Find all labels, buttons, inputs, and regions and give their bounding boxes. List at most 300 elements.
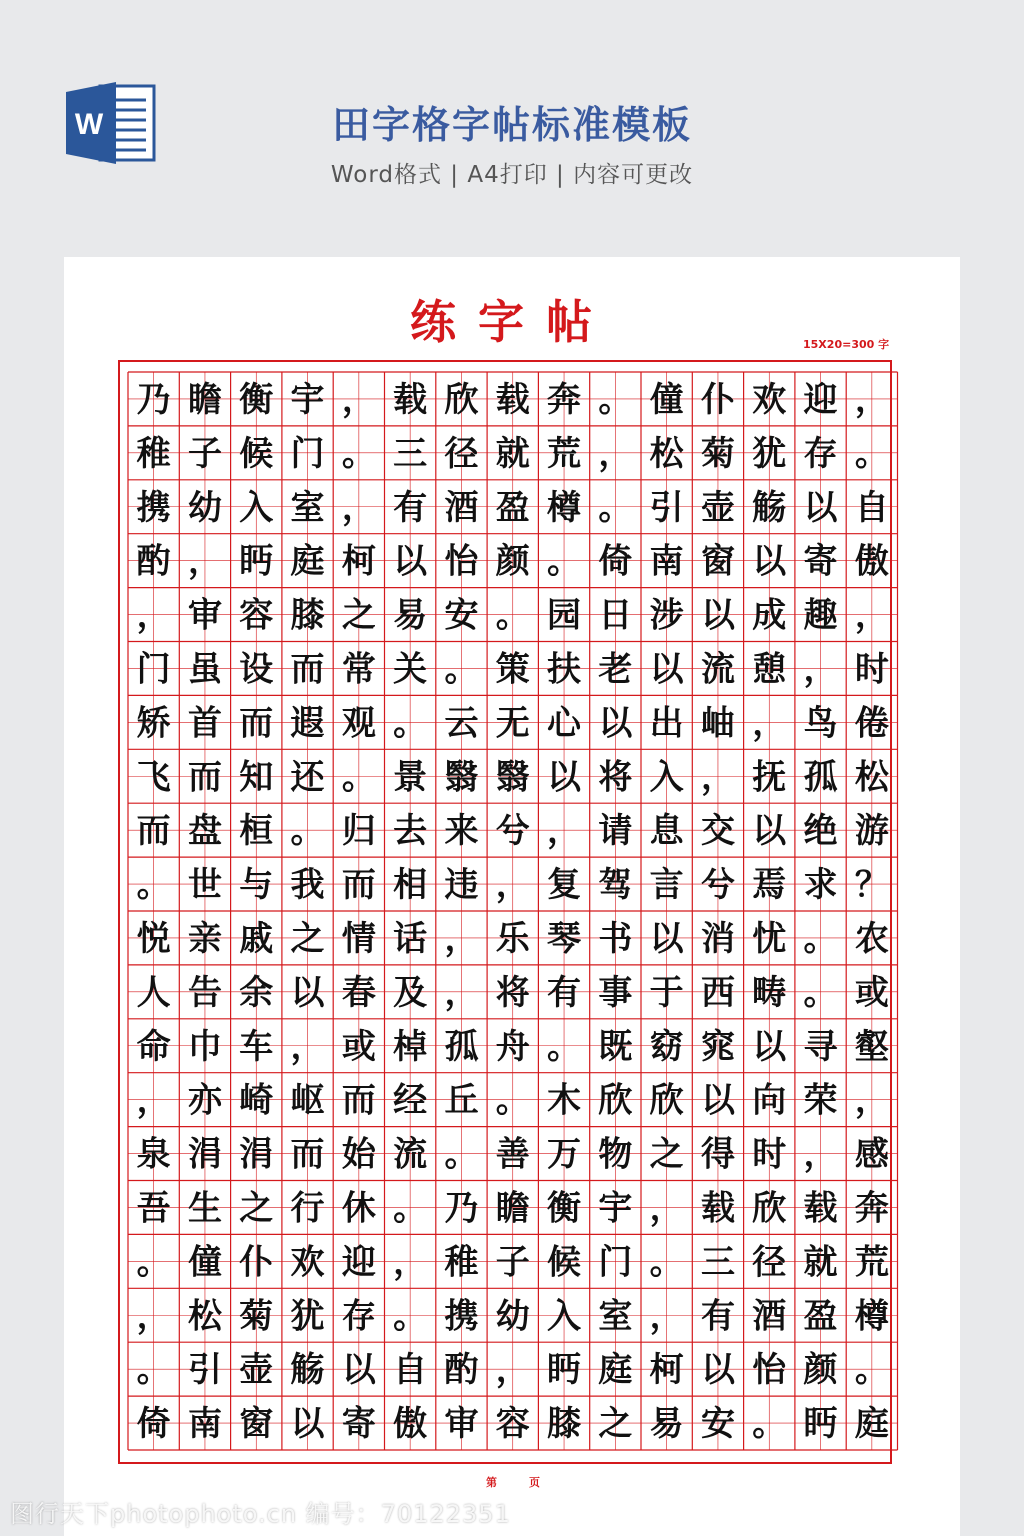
grid-character: 休 (341, 1188, 376, 1229)
grid-character: 。 (752, 1404, 787, 1445)
grid-character: 安 (444, 595, 479, 636)
grid-character: 物 (598, 1134, 633, 1175)
grid-character: 车 (239, 1026, 274, 1067)
grid-character: 犹 (752, 433, 787, 474)
grid-character: 。 (598, 487, 633, 528)
grid-character: ， (187, 541, 222, 582)
grid-character: 子 (495, 1242, 530, 1283)
grid-character: 壶 (239, 1350, 274, 1391)
grid-character: 幼 (495, 1296, 530, 1337)
grid-character: 自 (854, 487, 889, 528)
grid-character: 颜 (495, 541, 530, 582)
grid-character: 窗 (700, 541, 735, 582)
grid-character: 以 (547, 757, 582, 798)
grid-character: 宇 (598, 1188, 633, 1229)
grid-character: 矫 (136, 703, 171, 744)
grid-character: 审 (187, 595, 222, 636)
grid-character: 酌 (136, 541, 171, 582)
grid-character: 既 (598, 1026, 633, 1067)
grid-character: 稚 (136, 433, 171, 474)
grid-character: 。 (136, 865, 171, 906)
page-title: 田字格字帖标准模板 (331, 103, 692, 147)
grid-character: 倦 (854, 703, 889, 744)
grid-character: 觞 (752, 487, 787, 528)
grid-character: 以 (700, 595, 735, 636)
grid-character: 翳 (495, 757, 530, 798)
grid-character: 西 (700, 972, 735, 1013)
grid-character: 而 (239, 703, 274, 744)
grid-character: ， (649, 1296, 684, 1337)
grid-character: 之 (341, 595, 376, 636)
grid-character: ， (752, 703, 787, 744)
grid-character: 春 (341, 972, 376, 1013)
grid-character: 首 (187, 703, 222, 744)
grid-character: 策 (495, 649, 530, 690)
grid-character: 琴 (547, 918, 582, 959)
grid-character: 木 (547, 1080, 582, 1121)
grid-character: 抚 (752, 757, 787, 798)
grid-character: 引 (187, 1350, 222, 1391)
grid-capacity-label: 15X20=300 字 (803, 338, 890, 351)
grid-character: 孤 (444, 1026, 479, 1067)
grid-character: 戚 (239, 918, 274, 959)
grid-character: 请 (598, 811, 633, 852)
grid-character: 而 (341, 865, 376, 906)
grid-character: 自 (393, 1350, 428, 1391)
grid-character: 消 (700, 918, 735, 959)
grid-character: 眄 (803, 1404, 838, 1445)
grid-character: 与 (239, 865, 274, 906)
grid-character: 乐 (495, 918, 530, 959)
grid-character: 樽 (854, 1296, 889, 1337)
grid-character: 景 (393, 757, 428, 798)
grid-character: 。 (393, 703, 428, 744)
grid-character: 得 (700, 1134, 735, 1175)
grid-character: 命 (136, 1026, 171, 1067)
grid-character: 瞻 (187, 379, 222, 420)
grid-character: 载 (393, 379, 428, 420)
grid-character: 憩 (752, 649, 787, 690)
grid-character: 易 (393, 595, 428, 636)
grid-character: 涉 (649, 595, 684, 636)
grid-character: 棹 (393, 1026, 428, 1067)
grid-character: 柯 (341, 541, 376, 582)
watermark: 图行天下photophoto.cn 编号：70122351 (10, 1500, 511, 1528)
grid-character: 入 (649, 757, 684, 798)
grid-character: 候 (547, 1242, 582, 1283)
grid-character: 欣 (752, 1188, 787, 1229)
grid-character: 。 (547, 541, 582, 582)
grid-character: 行 (290, 1188, 325, 1229)
grid-character: 无 (495, 703, 530, 744)
grid-character: 子 (187, 433, 222, 474)
grid-character: 观 (341, 703, 376, 744)
grid-character: 三 (393, 433, 428, 474)
grid-character: 酒 (752, 1296, 787, 1337)
grid-character: 以 (290, 1404, 325, 1445)
grid-character: 。 (290, 811, 325, 852)
word-icon-letter: W (74, 108, 104, 141)
grid-character: 乃 (136, 379, 171, 420)
grid-character: 虽 (187, 649, 222, 690)
grid-character: 常 (341, 649, 376, 690)
grid-character: ， (136, 1296, 171, 1337)
grid-character: 成 (752, 595, 787, 636)
grid-character: 之 (649, 1134, 684, 1175)
grid-character: 门 (290, 433, 325, 474)
grid-character: 生 (187, 1188, 222, 1229)
grid-character: 携 (136, 487, 171, 528)
grid-character: 兮 (495, 811, 530, 852)
grid-character: 园 (547, 595, 582, 636)
grid-character: 。 (341, 757, 376, 798)
grid-character: 。 (803, 972, 838, 1013)
grid-character: 于 (649, 972, 684, 1013)
grid-character: 以 (393, 541, 428, 582)
grid-character: ， (495, 1350, 530, 1391)
grid-character: 。 (393, 1296, 428, 1337)
grid-character: 或 (341, 1026, 376, 1067)
grid-character: 存 (341, 1296, 376, 1337)
grid-character: 桓 (239, 811, 274, 852)
grid-character: 乃 (444, 1188, 479, 1229)
grid-character: 而 (290, 1134, 325, 1175)
grid-character: 径 (752, 1242, 787, 1283)
grid-character: 以 (598, 703, 633, 744)
grid-character: 酌 (444, 1350, 479, 1391)
grid-character: 时 (854, 649, 889, 690)
grid-character: ， (854, 379, 889, 420)
grid-character: 以 (649, 649, 684, 690)
grid-character: 世 (187, 865, 222, 906)
grid-character: 载 (700, 1188, 735, 1229)
grid-character: 松 (649, 433, 684, 474)
grid-character: ， (803, 1134, 838, 1175)
grid-character: 扶 (547, 649, 582, 690)
grid-character: 求 (803, 865, 838, 906)
grid-character: 盘 (187, 811, 222, 852)
grid-character: 仆 (700, 379, 735, 420)
grid-character: 以 (649, 918, 684, 959)
grid-character: 欣 (598, 1080, 633, 1121)
grid-character: 我 (290, 865, 325, 906)
grid-character: 游 (854, 811, 889, 852)
grid-character: 。 (136, 1242, 171, 1283)
grid-character: 柯 (649, 1350, 684, 1391)
grid-character: 审 (444, 1404, 479, 1445)
grid-character: 盈 (803, 1296, 838, 1337)
grid-character: 僮 (649, 379, 684, 420)
grid-character: 畴 (752, 972, 787, 1013)
grid-character: 以 (803, 487, 838, 528)
grid-character: 孤 (803, 757, 838, 798)
grid-character: 之 (598, 1404, 633, 1445)
grid-character: ， (700, 757, 735, 798)
grid-character: 衡 (547, 1188, 582, 1229)
grid-character: 松 (854, 757, 889, 798)
grid-character: 容 (495, 1404, 530, 1445)
grid-character: 翳 (444, 757, 479, 798)
grid-character: 觞 (290, 1350, 325, 1391)
grid-character: ， (444, 918, 479, 959)
grid-character: 还 (290, 757, 325, 798)
grid-character: 三 (700, 1242, 735, 1283)
grid-character: 菊 (700, 433, 735, 474)
grid-character: 将 (495, 972, 530, 1013)
footer-right-label: 页 (529, 1476, 540, 1489)
grid-character: 怡 (444, 541, 479, 582)
grid-character: 迎 (803, 379, 838, 420)
grid-character: 樽 (547, 487, 582, 528)
grid-character: 违 (444, 865, 479, 906)
grid-character: ， (854, 595, 889, 636)
grid-character: 流 (700, 649, 735, 690)
grid-character: 。 (803, 918, 838, 959)
grid-character: 而 (187, 757, 222, 798)
grid-character: ， (290, 1026, 325, 1067)
grid-character: 犹 (290, 1296, 325, 1337)
grid-character: 迎 (341, 1242, 376, 1283)
grid-character: 奔 (854, 1188, 889, 1229)
grid-character: 衡 (239, 379, 274, 420)
grid-character: 颜 (803, 1350, 838, 1391)
grid-character: 。 (341, 433, 376, 474)
grid-character: 幼 (187, 487, 222, 528)
grid-character: 绝 (803, 811, 838, 852)
grid-character: 遐 (290, 703, 325, 744)
grid-character: 。 (393, 1188, 428, 1229)
grid-character: 或 (854, 972, 889, 1013)
grid-character: 时 (752, 1134, 787, 1175)
grid-character: 南 (187, 1404, 222, 1445)
grid-character: 膝 (290, 595, 325, 636)
grid-character: 。 (444, 649, 479, 690)
grid-character: 寻 (803, 1026, 838, 1067)
grid-character: 傲 (393, 1404, 428, 1445)
grid-character: 告 (187, 972, 222, 1013)
grid-character: 傲 (854, 541, 889, 582)
grid-character: 复 (547, 865, 582, 906)
grid-character: 室 (290, 487, 325, 528)
grid-character: 荣 (803, 1080, 838, 1121)
sheet-title: 练字帖 (410, 295, 614, 349)
grid-character: 欣 (444, 379, 479, 420)
grid-character: 僮 (187, 1242, 222, 1283)
grid-character: ， (495, 865, 530, 906)
grid-character: 余 (239, 972, 274, 1013)
grid-character: 岖 (290, 1080, 325, 1121)
grid-character: 鸟 (803, 703, 838, 744)
grid-character: 趣 (803, 595, 838, 636)
grid-character: 亲 (187, 918, 222, 959)
grid-character: 怡 (752, 1350, 787, 1391)
grid-character: 始 (341, 1134, 376, 1175)
grid-character: 。 (547, 1026, 582, 1067)
grid-character: 以 (752, 541, 787, 582)
grid-character: ， (854, 1080, 889, 1121)
grid-character: 以 (290, 972, 325, 1013)
grid-character: ？ (854, 865, 889, 906)
grid-character: 欢 (752, 379, 787, 420)
grid-character: 关 (393, 649, 428, 690)
grid-character: 话 (393, 918, 428, 959)
grid-character: 泉 (136, 1134, 171, 1175)
grid-character: 宇 (290, 379, 325, 420)
grid-character: 窈 (649, 1026, 684, 1067)
grid-character: 及 (393, 972, 428, 1013)
grid-character: ， (136, 1080, 171, 1121)
grid-character: 巾 (187, 1026, 222, 1067)
grid-character: 。 (854, 433, 889, 474)
grid-character: 酒 (444, 487, 479, 528)
grid-character: 庭 (598, 1350, 633, 1391)
grid-character: 亦 (187, 1080, 222, 1121)
grid-character: 以 (700, 1350, 735, 1391)
grid-character: 稚 (444, 1242, 479, 1283)
grid-character: 。 (649, 1242, 684, 1283)
grid-character: 人 (136, 972, 171, 1013)
grid-character: 涓 (187, 1134, 222, 1175)
grid-character: 来 (444, 811, 479, 852)
grid-character: 就 (803, 1242, 838, 1283)
grid-character: ， (444, 972, 479, 1013)
grid-character: 善 (495, 1134, 530, 1175)
grid-character: 奔 (547, 379, 582, 420)
grid-character: ， (803, 649, 838, 690)
grid-character: 忧 (752, 918, 787, 959)
grid-character: 而 (136, 811, 171, 852)
grid-character: 载 (495, 379, 530, 420)
grid-character: 以 (752, 811, 787, 852)
grid-character: 有 (393, 487, 428, 528)
grid-character: 。 (495, 1080, 530, 1121)
grid-character: 归 (341, 811, 376, 852)
grid-character: 门 (136, 649, 171, 690)
grid-character: 载 (803, 1188, 838, 1229)
grid-character: 兮 (700, 865, 735, 906)
grid-character: 书 (598, 918, 633, 959)
grid-character: 南 (649, 541, 684, 582)
grid-character: 崎 (239, 1080, 274, 1121)
grid-character: 候 (239, 433, 274, 474)
grid-character: 涓 (239, 1134, 274, 1175)
grid-character: 安 (700, 1404, 735, 1445)
grid-character: 引 (649, 487, 684, 528)
grid-character: 相 (393, 865, 428, 906)
grid-character: 有 (700, 1296, 735, 1337)
grid-character: 悦 (136, 918, 171, 959)
grid-character: 盈 (495, 487, 530, 528)
grid-character: 将 (598, 757, 633, 798)
grid-character: 吾 (136, 1188, 171, 1229)
grid-character: 去 (393, 811, 428, 852)
grid-character: 。 (598, 379, 633, 420)
grid-character: 丘 (444, 1080, 479, 1121)
grid-character: 入 (239, 487, 274, 528)
grid-character: 之 (290, 918, 325, 959)
grid-character: 庭 (290, 541, 325, 582)
grid-character: 携 (444, 1296, 479, 1337)
grid-character: 交 (700, 811, 735, 852)
grid-character: ， (341, 487, 376, 528)
grid-character: 菊 (239, 1296, 274, 1337)
grid-character: 以 (700, 1080, 735, 1121)
grid-character: 飞 (136, 757, 171, 798)
grid-character: 以 (341, 1350, 376, 1391)
grid-character: 室 (598, 1296, 633, 1337)
grid-character: 荒 (547, 433, 582, 474)
grid-character: 设 (239, 649, 274, 690)
grid-character: 窗 (239, 1404, 274, 1445)
grid-character: 言 (649, 865, 684, 906)
grid-character: 仆 (239, 1242, 274, 1283)
grid-character: 窕 (700, 1026, 735, 1067)
grid-character: 老 (598, 649, 633, 690)
grid-character: ， (393, 1242, 428, 1283)
grid-character: 。 (444, 1134, 479, 1175)
grid-character: 而 (341, 1080, 376, 1121)
page-number-footer (486, 1474, 572, 1490)
grid-character: 而 (290, 649, 325, 690)
grid-character: 门 (598, 1242, 633, 1283)
grid-character: 事 (598, 972, 633, 1013)
grid-character: 息 (649, 811, 684, 852)
grid-character: 入 (547, 1296, 582, 1337)
grid-character: 松 (187, 1296, 222, 1337)
grid-character: 瞻 (495, 1188, 530, 1229)
grid-character: 流 (393, 1134, 428, 1175)
grid-character: ， (136, 595, 171, 636)
grid-character: 倚 (598, 541, 633, 582)
grid-character: 就 (495, 433, 530, 474)
grid-character: 出 (649, 703, 684, 744)
grid-character: 万 (547, 1134, 582, 1175)
grid-character: 寄 (341, 1404, 376, 1445)
grid-character: 云 (444, 703, 479, 744)
grid-character: 膝 (547, 1404, 582, 1445)
grid-character: 存 (803, 433, 838, 474)
grid-character: 以 (752, 1026, 787, 1067)
grid-character: 驾 (598, 865, 633, 906)
grid-character: 眄 (547, 1350, 582, 1391)
grid-character: 。 (854, 1350, 889, 1391)
grid-character: ， (341, 379, 376, 420)
grid-character: 眄 (239, 541, 274, 582)
grid-character: ， (547, 811, 582, 852)
grid-character: 倚 (136, 1404, 171, 1445)
grid-character: 情 (341, 918, 376, 959)
grid-character: 知 (239, 757, 274, 798)
footer-left-label: 第 (486, 1476, 497, 1489)
grid-character: 焉 (752, 865, 787, 906)
grid-character: 岫 (700, 703, 735, 744)
grid-character: 经 (393, 1080, 428, 1121)
grid-character: 感 (854, 1134, 889, 1175)
grid-character: 庭 (854, 1404, 889, 1445)
grid-character: 有 (547, 972, 582, 1013)
grid-character: 之 (239, 1188, 274, 1229)
grid-character: 径 (444, 433, 479, 474)
grid-character: ， (598, 433, 633, 474)
grid-character: 易 (649, 1404, 684, 1445)
grid-character: 壶 (700, 487, 735, 528)
grid-character: ， (649, 1188, 684, 1229)
grid-character: 欢 (290, 1242, 325, 1283)
grid-character: 。 (495, 595, 530, 636)
grid-character: 寄 (803, 541, 838, 582)
grid-character: 。 (136, 1350, 171, 1391)
page-subtitle: Word格式 | A4打印 | 内容可更改 (330, 162, 694, 188)
